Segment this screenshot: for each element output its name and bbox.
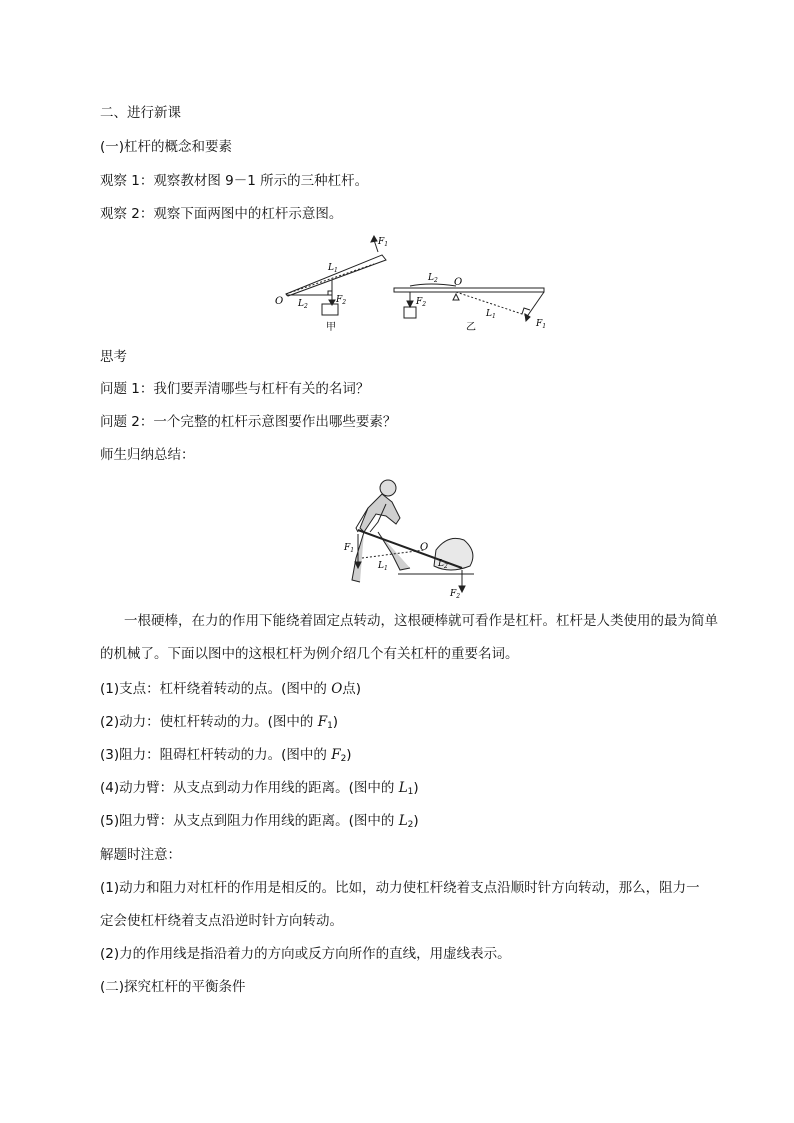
label-f2-jia: $F_2$ bbox=[336, 295, 347, 306]
label-f2-yi: $F_2$ bbox=[416, 297, 427, 308]
term-effort-arm: (4)动力臂：从支点到动力作用线的距离。(图中的 $L_1$) bbox=[100, 780, 419, 797]
label-f1-yi: $F_1$ bbox=[536, 319, 547, 330]
label-l2-jia: $L_2$ bbox=[298, 299, 308, 310]
label-l2-yi: $L_2$ bbox=[428, 273, 438, 284]
observe-2: 观察 2：观察下面两图中的杠杆示意图。 bbox=[100, 206, 343, 222]
label-o-crowbar: O bbox=[420, 542, 429, 553]
crowbar-lever-figure bbox=[338, 474, 478, 600]
summary-heading: 师生归纳总结： bbox=[100, 447, 195, 463]
note-2: (2)力的作用线是指沿着力的方向或反方向所作的直线，用虚线表示。 bbox=[100, 946, 511, 962]
term-load: (3)阻力：阻碍杠杆转动的力。(图中的 $F_2$) bbox=[100, 747, 352, 764]
question-1: 问题 1：我们要弄清哪些与杠杆有关的名词？ bbox=[100, 381, 370, 397]
term-effort: (2)动力：使杠杆转动的力。(图中的 $F_1$) bbox=[100, 714, 339, 731]
subsection-heading-1: (一)杠杆的概念和要素 bbox=[100, 139, 233, 155]
note-1-line-1: (1)动力和阻力对杠杆的作用是相反的。比如，动力使杠杆绕着支点沿顺时针方向转动，那么，阻力一 bbox=[100, 880, 700, 896]
think-heading: 思考 bbox=[100, 349, 127, 365]
label-l1-crowbar: $L_1$ bbox=[378, 561, 388, 572]
label-o-jia: O bbox=[275, 296, 284, 307]
observe-1: 观察 1：观察教材图 9－1 所示的三种杠杆。 bbox=[100, 173, 369, 189]
label-f1-jia: $F_1$ bbox=[378, 237, 389, 248]
label-f2-crowbar: $F_2$ bbox=[450, 589, 461, 600]
label-o-yi: O bbox=[454, 277, 463, 288]
subsection-heading-2: (二)探究杠杆的平衡条件 bbox=[100, 979, 246, 995]
paragraph-1-line-1: 一根硬棒，在力的作用下能绕着固定点转动，这根硬棒就可看作是杠杆。杠杆是人类使用的最为简单 bbox=[124, 613, 718, 629]
paragraph-1-line-2: 的机械了。下面以图中的这根杠杆为例介绍几个有关杠杆的重要名词。 bbox=[100, 646, 519, 662]
section-title: 二、进行新课 bbox=[100, 105, 181, 121]
caption-yi: 乙 bbox=[466, 322, 476, 333]
label-f1-crowbar: $F_1$ bbox=[344, 543, 355, 554]
label-l2-crowbar: $L_2$ bbox=[438, 559, 448, 570]
lever-diagrams-figure bbox=[270, 232, 560, 336]
label-l1-jia: $L_1$ bbox=[328, 263, 338, 274]
note-1-line-2: 定会使杠杆绕着支点沿逆时针方向转动。 bbox=[100, 913, 343, 929]
caption-jia: 甲 bbox=[326, 322, 336, 333]
label-l1-yi: $L_1$ bbox=[486, 309, 496, 320]
question-2: 问题 2：一个完整的杠杆示意图要作出哪些要素？ bbox=[100, 414, 397, 430]
term-fulcrum: (1)支点：杠杆绕着转动的点。(图中的 O点) bbox=[100, 681, 362, 697]
term-load-arm: (5)阻力臂：从支点到阻力作用线的距离。(图中的 $L_2$) bbox=[100, 813, 419, 830]
note-heading: 解题时注意： bbox=[100, 847, 181, 863]
